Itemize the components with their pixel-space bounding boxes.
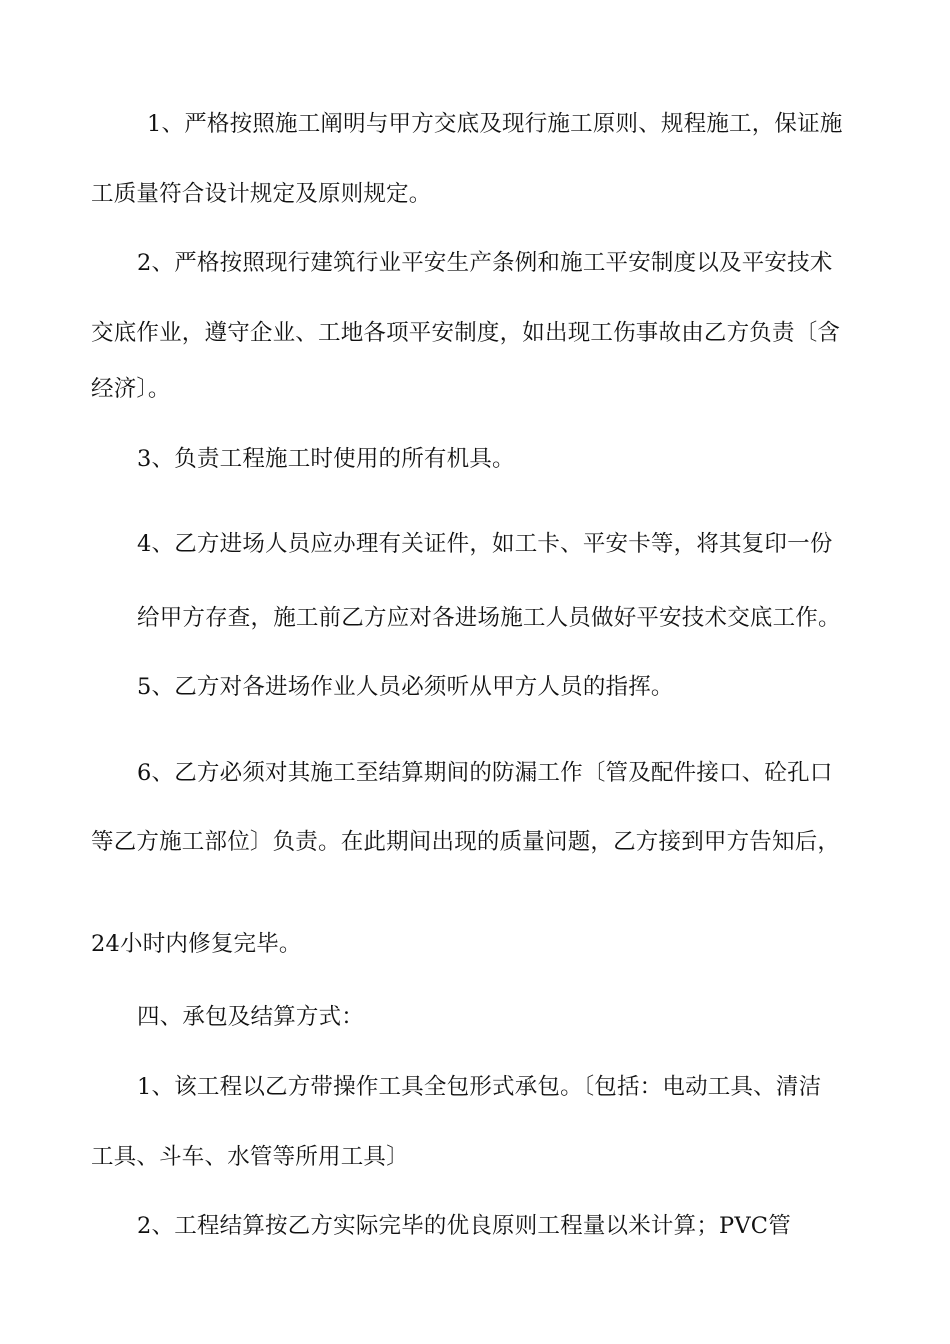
section-heading: 四、承包及结算方式： [137,1004,365,1030]
text-line: 2、工程结算按乙方实际完毕的优良原则工程量以米计算；PVC管 [137,1213,791,1239]
text-line: 1、严格按照施工阐明与甲方交底及现行施工原则、规程施工，保证施 [147,111,843,137]
text-line: 6、乙方必须对其施工至结算期间的防漏工作〔管及配件接口、砼孔口 [137,760,833,786]
text-line: 24小时内修复完毕。 [91,931,302,957]
text-line: 交底作业，遵守企业、工地各项平安制度，如出现工伤事故由乙方负责〔含 [91,320,841,346]
text-line: 等乙方施工部位〕负责。在此期间出现的质量问题，乙方接到甲方告知后， [91,829,841,855]
text-line: 工质量符合设计规定及原则规定。 [91,181,432,207]
text-line: 给甲方存查，施工前乙方应对各进场施工人员做好平安技术交底工作。 [137,605,841,631]
text-line: 2、严格按照现行建筑行业平安生产条例和施工平安制度以及平安技术 [137,250,833,276]
text-line: 1、该工程以乙方带操作工具全包形式承包。〔包括：电动工具、清洁 [137,1074,822,1100]
text-line: 3、负责工程施工时使用的所有机具。 [137,446,515,472]
text-line: 经济〕。 [91,376,171,402]
text-line: 5、乙方对各进场作业人员必须听从甲方人员的指挥。 [137,674,674,700]
text-line: 4、乙方进场人员应办理有关证件，如工卡、平安卡等，将其复印一份 [137,531,833,557]
text-line: 工具、斗车、水管等所用工具〕 [91,1144,409,1170]
